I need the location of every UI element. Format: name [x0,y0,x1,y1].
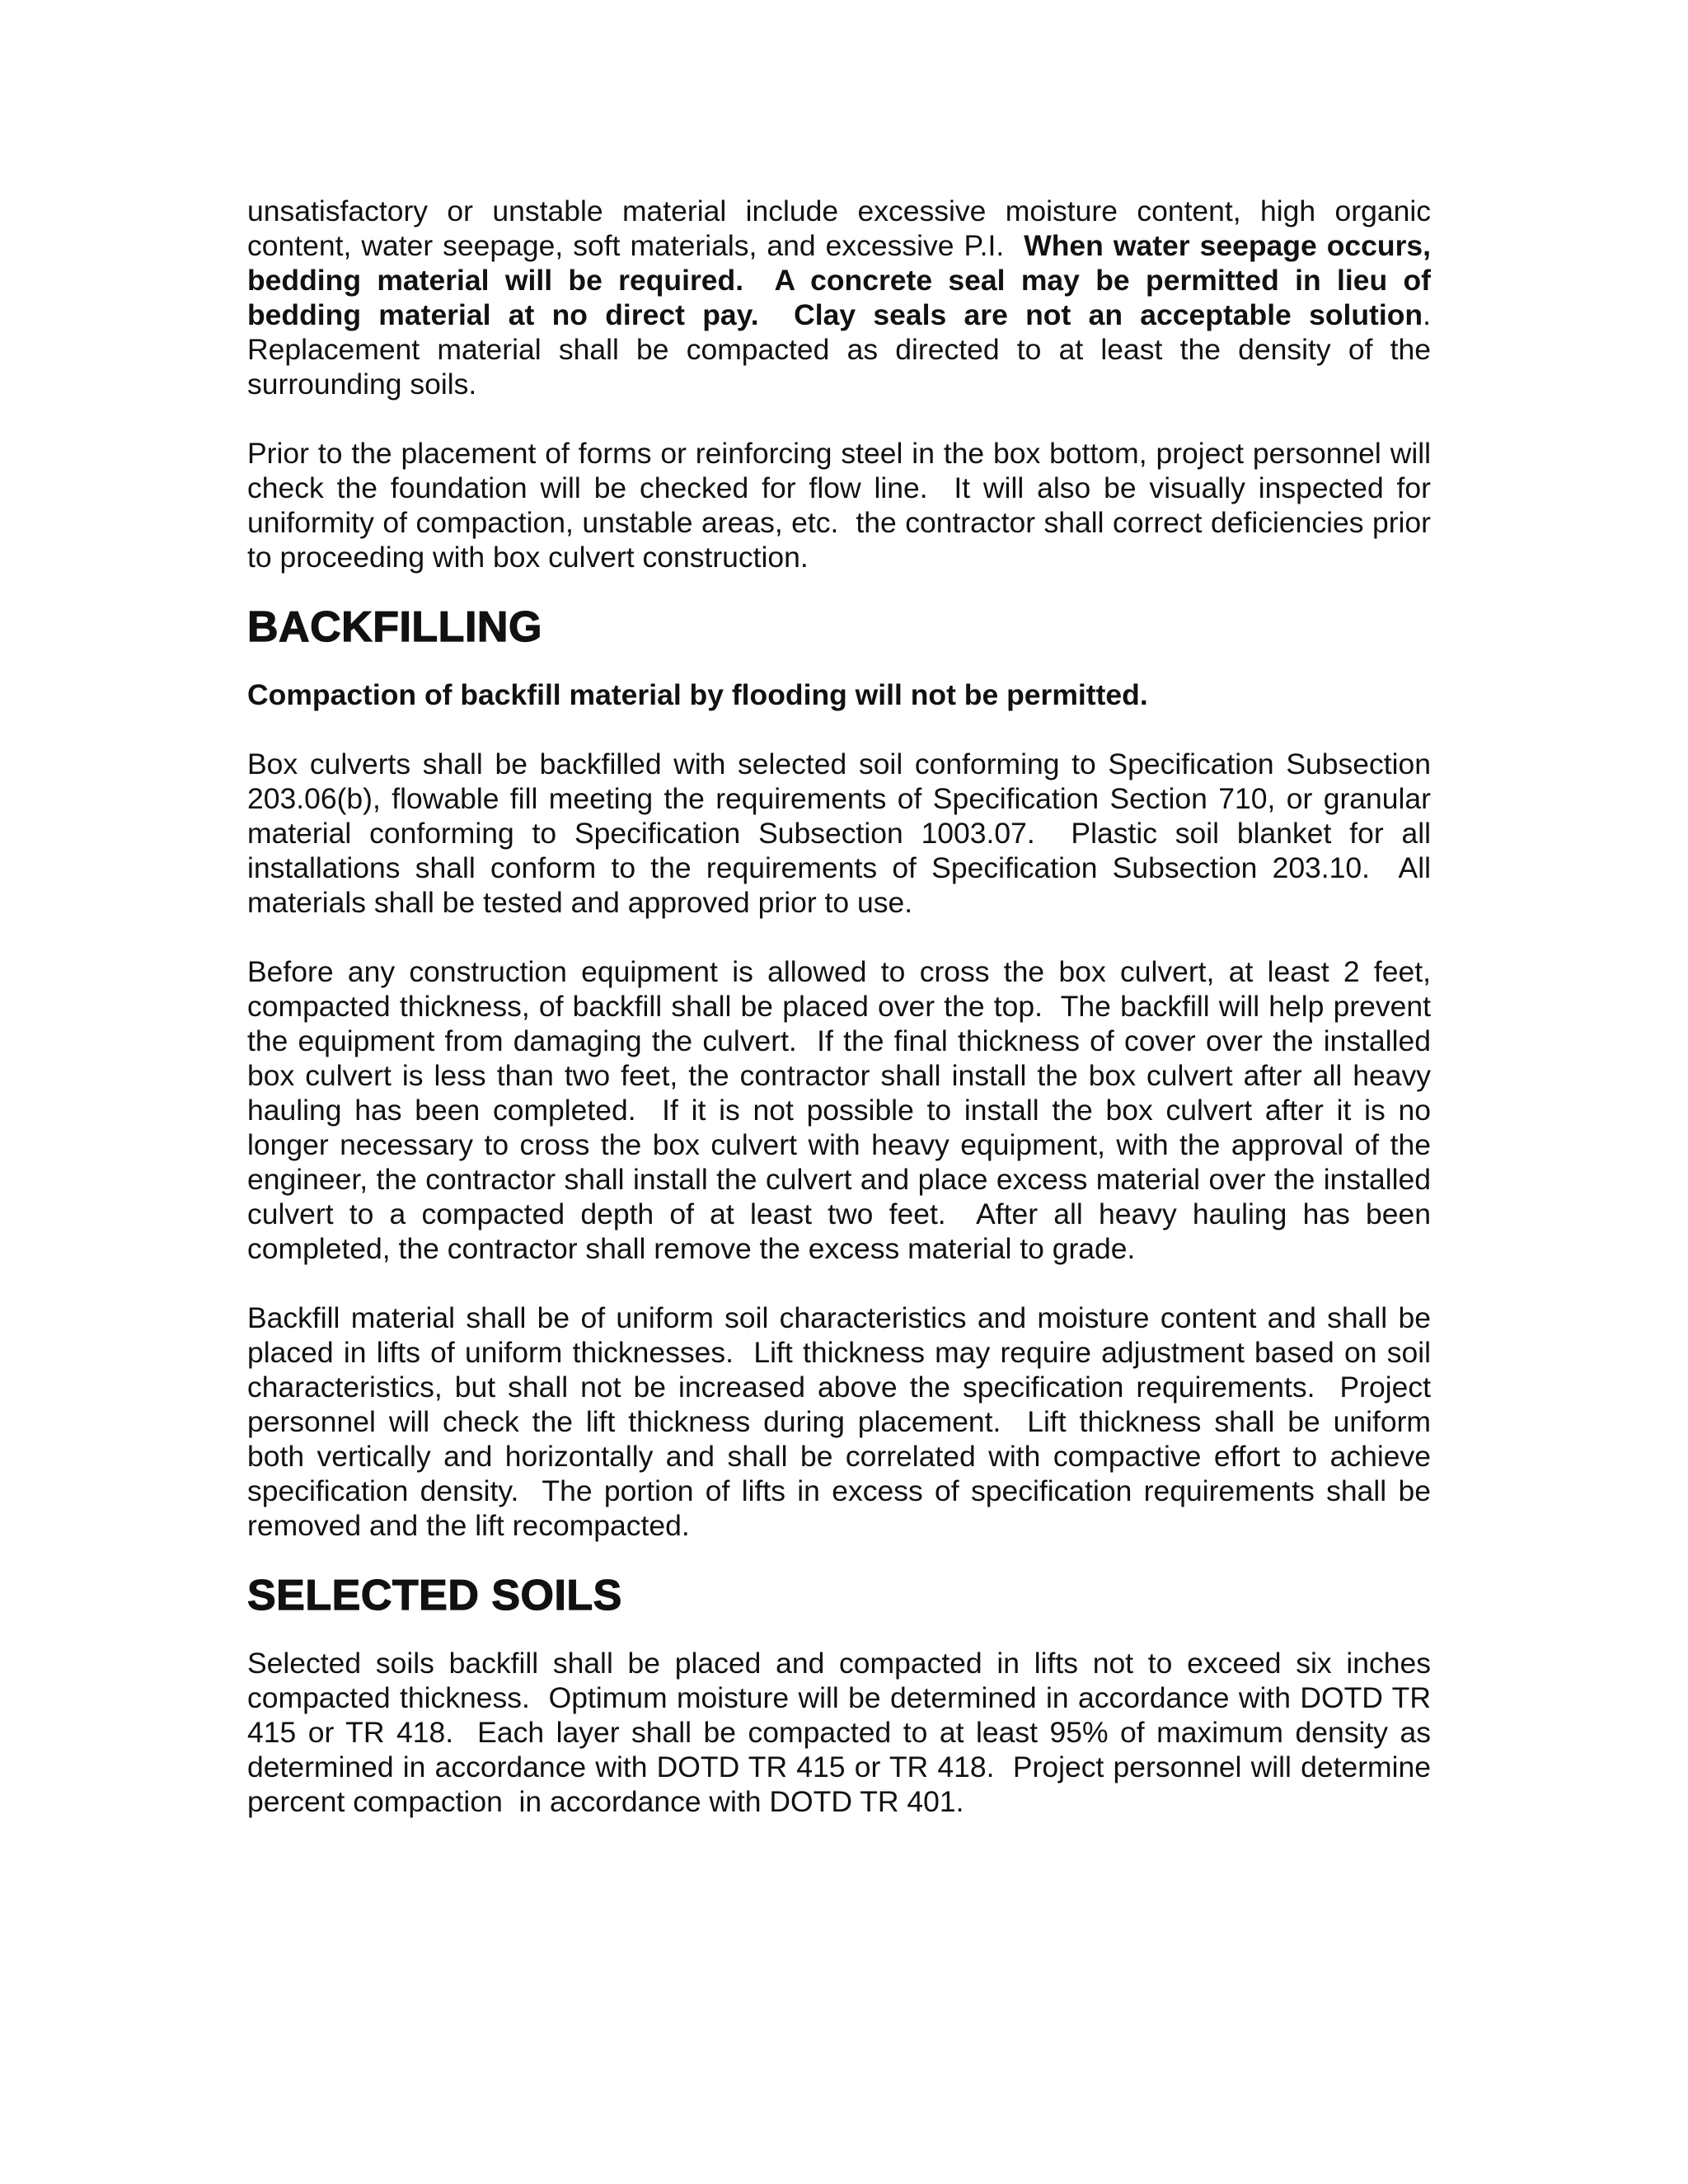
backfilling-bold-note: Compaction of backfill material by flooding will not be permitted. [247,678,1148,711]
paragraph-text-regular: unsatisfactory or unstable material include excessive moisture content, high organic content, water seepage, soft materials, and excessive P.I. [247,194,1439,262]
paragraph-unsatisfactory-material [247,194,1447,401]
paragraph-lift-thickness: Backfill material shall be of uniform soil characteristics and moisture content and shall be placed in lifts of uniform thicknesses. Lift thickness may require adjustment based on soil characteristics, but shall not be increased above the specification requirements. Project personnel will check the lift thickness during placement. Lift thickness shall be uniform both vertically and horizontally and shall be correlated with compactive effort to achieve specification density. The portion of lifts in excess of specification requirements shall be removed and the lift recompacted. [247,1301,1439,1542]
paragraph-text-bold: When water seepage occurs, bedding material will be required. A concrete seal may be permitted in lieu of bedding material at no direct pay. Clay seals are not an acceptable solution [247,229,1439,331]
paragraph-foundation-check: Prior to the placement of forms or reinforcing steel in the box bottom, project personnel will check the foundation will be checked for flow line. It will also be visually inspected for uniformity of compaction, unstable areas, etc. the contractor shall correct deficiencies prior to proceeding with box culvert construction. [247,437,1439,574]
paragraph-backfill-materials: Box culverts shall be backfilled with selected soil conforming to Specification Subsection 203.06(b), flowable fill meeting the requirements of Specification Section 710, or granular material conforming to Specification Subsection 1003.07. Plastic soil blanket for all installations shall conform to the requirements of Specification Subsection 203.10. All materials shall be tested and approved prior to use. [247,748,1439,919]
heading-selected-soils: SELECTED SOILS [247,1572,622,1619]
page-content [247,194,1447,1819]
paragraph-text-regular-end: . Replacement material shall be compacted as directed to at least the density of the surrounding soils. [247,298,1447,401]
heading-backfilling: BACKFILLING [247,603,542,651]
paragraph-construction-equipment: Before any construction equipment is allowed to cross the box culvert, at least 2 feet, compacted thickness, of backfill shall be placed over the top. The backfill will help prevent the equipment from damaging the culvert. If the final thickness of cover over the installed box culvert is less than two feet, the contractor shall install the box culvert after all heavy hauling has been completed. If it is not possible to install the box culvert after it is no longer necessary to cross the box culvert with heavy equipment, with the approval of the engineer, the contractor shall install the culvert and place excess material over the installed culvert to a compacted depth of at least two feet. After all heavy hauling has been completed, the contractor shall remove the excess material to grade. [247,955,1439,1265]
paragraph-selected-soils: Selected soils backfill shall be placed and compacted in lifts not to exceed six inches compacted thickness. Optimum moisture will be determined in accordance with DOTD TR 415 or TR 418. Each layer shall be compacted to at least 95% of maximum density as determined in accordance with DOTD TR 415 or TR 418. Project personnel will determine percent compaction in accordance with DOTD TR 401. [247,1647,1439,1818]
